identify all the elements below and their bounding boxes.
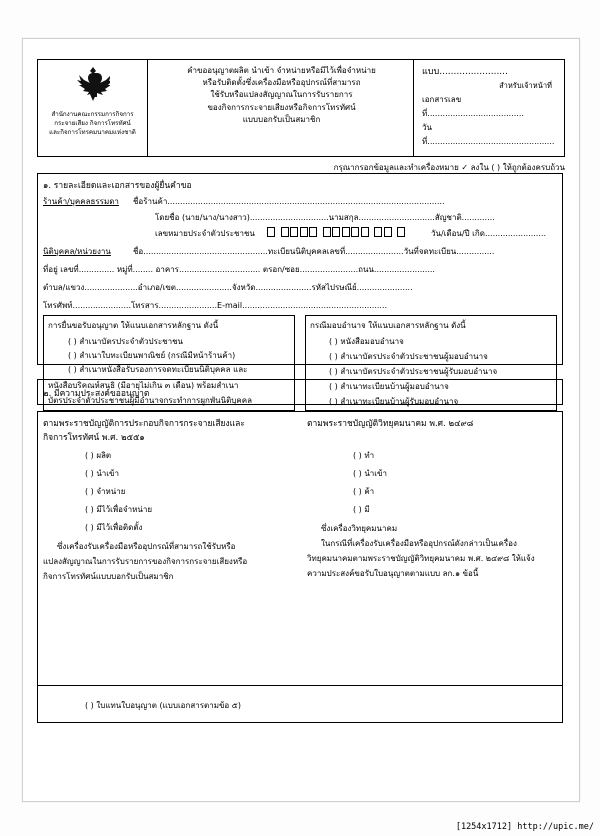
juristic-label: นิติบุคคล/หน่วยงาน: [43, 247, 111, 256]
title-line-2: หรือรับติดตั้งซึ่งเครื่องมือหรืออุปกรณ์ที่สามารถ: [202, 78, 361, 88]
juristic-name-field[interactable]: ชื่อ.................................................ทะเบียนนิติบุคคลเลขที่.......................วันที่จดทะเบียน...............: [133, 247, 495, 256]
left-note-line-2: แปลงสัญญาณในการรับรายการของกิจการกระจายเสียงหรือ: [43, 557, 248, 566]
fill-instruction: กรุณากรอกข้อมูลและทำเครื่องหมาย ✓ ลงใน ( ) ให้ถูกต้องครบถ้วน: [333, 163, 565, 172]
required-doc-item-3-cont-2: บัตรประจำตัวประชาชนผู้มีอำนาจกระทำการผูกพันนิติบุคคล: [48, 396, 252, 405]
id-cell[interactable]: [309, 227, 317, 237]
id-number-label: เลขหมายประจำตัวประชาชน: [155, 229, 255, 238]
section-2-divider: [37, 685, 563, 686]
shop-name-field[interactable]: ชื่อร้านค้า.............................................................................................................: [133, 197, 445, 206]
section-2-right-heading: [307, 417, 557, 431]
poa-item-4[interactable]: ( ) สำเนาทะเบียนบ้านผู้มอบอำนาจ: [329, 382, 449, 391]
id-cell[interactable]: [384, 227, 392, 237]
section-2-right-note: [307, 521, 559, 581]
left-note-line-3: กิจการโทรทัศน์แบบบอกรับเป็นสมาชิก: [43, 572, 174, 581]
right-heading-line-1: ตามพระราชบัญญัติวิทยุคมนาคม พ.ศ. ๒๔๙๘: [307, 419, 474, 429]
required-doc-item-2[interactable]: ( ) สำเนาใบทะเบียนพาณิชย์ (กรณีมีหน้าร้านค้า): [68, 351, 236, 360]
required-doc-item-1[interactable]: ( ) สำเนาบัตรประจำตัวประชาชน: [68, 337, 183, 346]
left-option-4[interactable]: ( ) มีไว้เพื่อจำหน่าย: [85, 505, 153, 514]
id-cell[interactable]: [281, 227, 289, 237]
id-cell[interactable]: [397, 227, 405, 237]
id-cell[interactable]: [332, 227, 340, 237]
id-cell[interactable]: [290, 227, 298, 237]
owner-name-field[interactable]: โดยชื่อ (นาย/นาง/นางสาว)...............................นามสกุล..............................สัญชาติ.............: [155, 213, 495, 222]
org-line-1: สำนักงานคณะกรรมการกิจการ: [51, 111, 134, 118]
left-heading-line-1: ตามพระราชบัญญัติการประกอบกิจการกระจายเสียงและ: [43, 419, 245, 429]
required-documents-heading: การยื่นขอรับอนุญาต ให้แนบเอกสารหลักฐาน ดังนี้: [48, 321, 219, 330]
address-line-2-field[interactable]: ตำบล/แขวง.....................อำเภอ/เขต......................จังหวัด......................รหัสไปรษณีย์......................: [43, 283, 413, 292]
poa-item-3[interactable]: ( ) สำเนาบัตรประจำตัวประชาชนผู้รับมอบอำนาจ: [329, 367, 498, 376]
document-number-field[interactable]: เอกสารเลขที่......................................: [422, 95, 524, 118]
header-title-cell: [148, 60, 414, 156]
left-heading-line-2: กิจการโทรทัศน์ พ.ศ. ๒๕๕๑: [43, 433, 145, 443]
right-note-line-1: ซึ่งเครื่องวิทยุคมนาคม: [321, 524, 398, 533]
right-option-1[interactable]: ( ) ทำ: [353, 451, 375, 460]
id-cell[interactable]: [323, 227, 331, 237]
form-sheet: [22, 38, 580, 802]
id-cell[interactable]: [374, 227, 382, 237]
required-doc-item-3[interactable]: ( ) สำเนาหนังสือรับรองการจดทะเบียนนิติบุคคล และ: [68, 365, 248, 374]
right-option-3[interactable]: ( ) ค้า: [353, 487, 375, 496]
title-line-3: ใช้รับหรือแปลงสัญญาณในการรับรายการ: [210, 90, 353, 100]
section-2-left-heading: [43, 417, 293, 445]
id-cell[interactable]: [267, 227, 275, 237]
id-cell[interactable]: [300, 227, 308, 237]
id-cell[interactable]: [342, 227, 350, 237]
form-code-field[interactable]: แบบ........................: [422, 67, 508, 77]
title-line-5: แบบบอกรับเป็นสมาชิก: [242, 114, 321, 124]
poa-item-1[interactable]: ( ) หนังสือมอบอำนาจ: [329, 337, 404, 346]
section-1-title: ๑. รายละเอียดและเอกสารของผู้ยื่นคำขอ: [43, 181, 192, 191]
header-logo-cell: [38, 60, 148, 156]
birthdate-field[interactable]: วัน/เดือน/ปี เกิด........................: [431, 229, 546, 238]
address-line-1-field[interactable]: ที่อยู่ เลขที่.............. หมู่ที่........ อาคาร................................ ตรอก/ซอย.......................ถนน........................: [43, 265, 435, 274]
id-cell[interactable]: [351, 227, 359, 237]
duplicate-license-option[interactable]: ( ) ใบแทนใบอนุญาต (แบบเอกสารตามข้อ ๕): [85, 701, 241, 710]
id-cell[interactable]: [361, 227, 369, 237]
section-2-left-note: [43, 539, 299, 584]
right-note-line-2: ในกรณีที่เครื่องรับเครื่องมือหรืออุปกรณ์ดังกล่าวเป็นเครื่อง: [321, 539, 517, 548]
garuda-emblem-icon: [76, 66, 110, 104]
title-line-4: ของกิจการกระจายเสียงหรือกิจการโทรทัศน์: [207, 102, 356, 112]
poa-item-5[interactable]: ( ) สำเนาทะเบียนบ้านผู้รับมอบอำนาจ: [329, 397, 459, 406]
form-header-box: [37, 59, 565, 157]
right-option-2[interactable]: ( ) นำเข้า: [353, 469, 387, 478]
image-credit: [1254x1712] http://upic.me/: [455, 822, 594, 832]
id-number-cells[interactable]: [267, 227, 407, 237]
left-option-2[interactable]: ( ) นำเข้า: [85, 469, 119, 478]
org-line-2: กระจายเสียง กิจการโทรทัศน์: [54, 120, 131, 127]
shop-person-label: ร้านค้า/บุคคลธรรมดา: [43, 197, 119, 206]
right-note-line-3: วิทยุคมนาคมตามพระราชบัญญัติวิทยุคมนาคม พ.ศ. ๒๔๙๘ ให้แจ้ง: [307, 554, 535, 563]
right-note-line-4: ความประสงค์ขอรับใบอนุญาตตามแบบ ลก.๑ ข้อนี้: [307, 569, 479, 578]
power-of-attorney-heading: กรณีมอบอำนาจ ให้แนบเอกสารหลักฐาน ดังนี้: [310, 321, 466, 330]
official-use-label: สำหรับเจ้าหน้าที่: [499, 81, 552, 90]
left-option-3[interactable]: ( ) จำหน่าย: [85, 487, 126, 496]
right-option-4[interactable]: ( ) มี: [353, 505, 370, 514]
header-org-name: [49, 110, 136, 137]
contact-line-field[interactable]: โทรศัพท์.......................โทรสาร.......................E-mail.........................................................: [43, 301, 388, 310]
poa-item-2[interactable]: ( ) สำเนาบัตรประจำตัวประชาชนผู้มอบอำนาจ: [329, 352, 488, 361]
section-2-title: ๒. มีความประสงค์ขออนุญาต: [43, 389, 150, 399]
left-note-line-1: ซึ่งเครื่องรับเครื่องมือหรืออุปกรณ์ที่สามารถใช้รับหรือ: [57, 542, 236, 551]
document-date-field[interactable]: วันที่..................................................: [422, 123, 555, 146]
org-line-3: และกิจการโทรคมนาคมแห่งชาติ: [49, 129, 136, 136]
left-option-5[interactable]: ( ) มีไว้เพื่อติดตั้ง: [85, 523, 143, 532]
title-line-1: คำขออนุญาตผลิต นำเข้า จำหน่ายหรือมีไว้เพื่อจำหน่าย: [187, 66, 376, 75]
header-official-cell: [414, 60, 564, 156]
required-doc-item-3-cont-1: หนังสือบริคณห์สนธิ (มีอายุไม่เกิน ๓ เดือน) พร้อมสำเนา: [48, 381, 239, 390]
left-option-1[interactable]: ( ) ผลิต: [85, 451, 112, 460]
